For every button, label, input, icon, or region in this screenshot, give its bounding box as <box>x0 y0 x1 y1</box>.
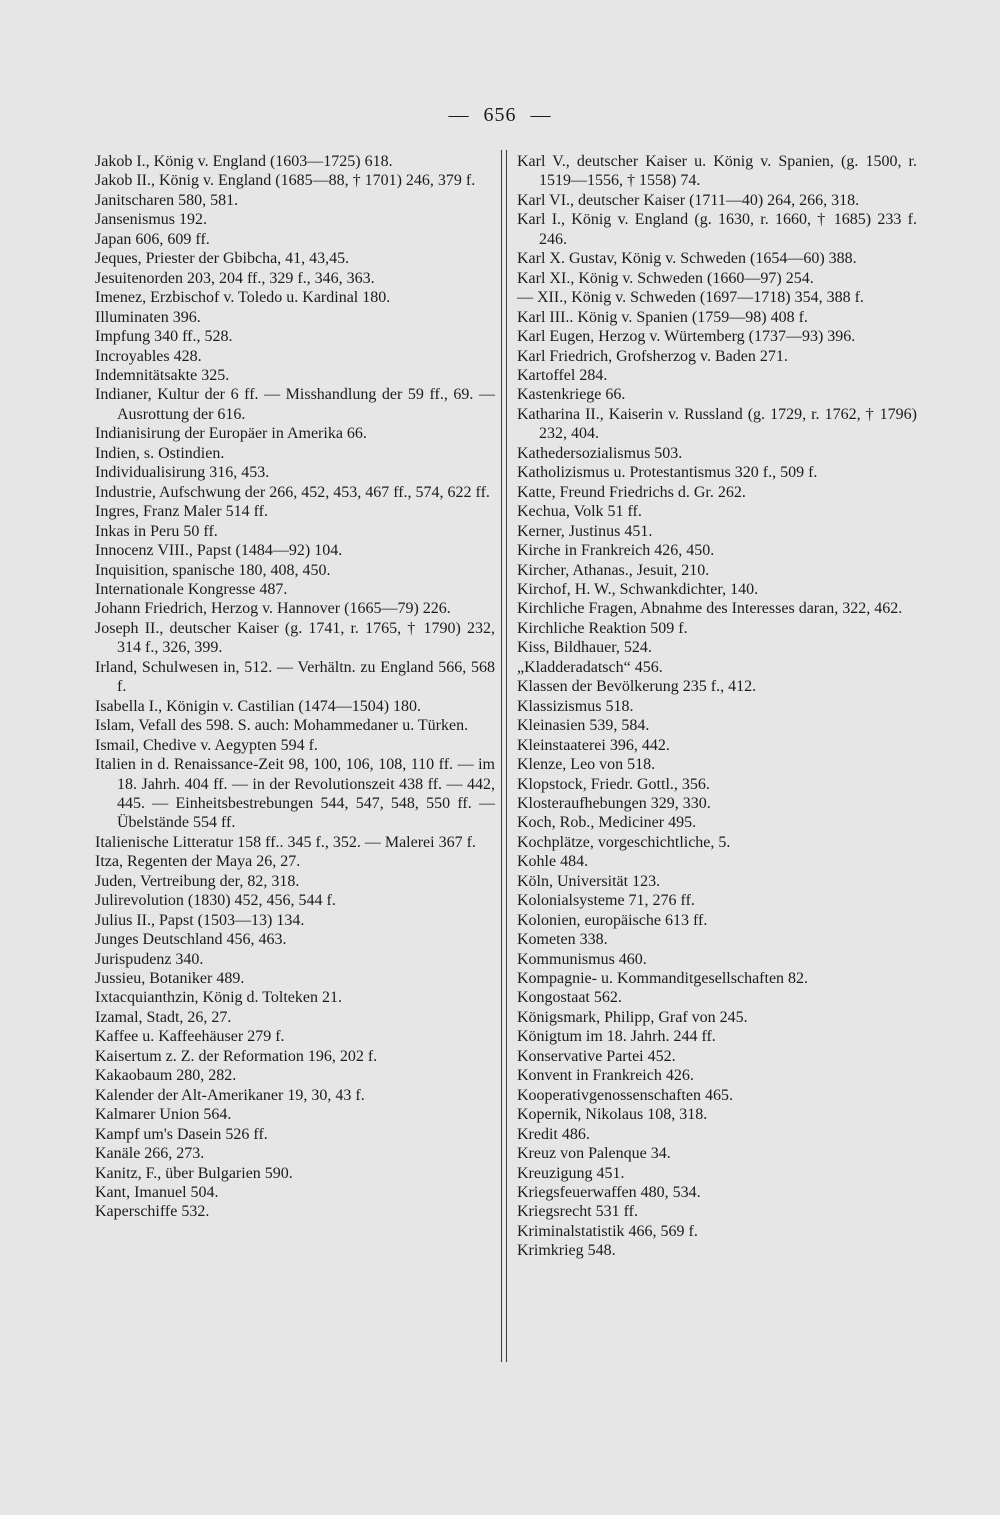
index-entry: Kampf um's Dasein 526 ff. <box>95 1125 268 1143</box>
index-entry: — XII., König v. Schweden (1697—1718) 354, 388 f. <box>517 289 864 307</box>
index-entry: Ixtacquianthzin, König d. Tolteken 21. <box>95 989 342 1007</box>
index-entry: Kalender der Alt-Amerikaner 19, 30, 43 f. <box>95 1086 365 1104</box>
index-entry: Johann Friedrich, Herzog v. Hannover (1665—79) 226. <box>95 600 451 618</box>
index-entry: Innocenz VIII., Papst (1484—92) 104. <box>95 542 343 560</box>
index-entry: Jeques, Priester der Gbibcha, 41, 43,45. <box>95 250 350 268</box>
index-entry: Karl Friedrich, Grofsherzog v. Baden 271. <box>517 347 788 365</box>
index-entry: Kriegsrecht 531 ff. <box>517 1203 638 1221</box>
index-entry: Königtum im 18. Jahrh. 244 ff. <box>517 1028 716 1046</box>
index-entry: Kaisertum z. Z. der Reformation 196, 202 f. <box>95 1047 378 1065</box>
index-entry: Katholizismus u. Protestantismus 320 f., 509 f. <box>517 464 818 482</box>
index-entry: Karl VI., deutscher Kaiser (1711—40) 264, 266, 318. <box>517 191 860 209</box>
index-entry: Irland, Schulwesen in, 512. — Verhältn. zu England 566, 568 f. <box>95 658 495 696</box>
index-entry: Jansenismus 192. <box>95 211 207 229</box>
page-number-header <box>0 104 1000 127</box>
index-entry: Italienische Litteratur 158 ff.. 345 f., 352. — Malerei 367 f. <box>95 833 476 851</box>
index-entry: Klassen der Bevölkerung 235 f., 412. <box>517 678 757 696</box>
index-entry: Karl I., König v. England (g. 1630, r. 1660, † 1685) 233 f. 246. <box>517 211 917 248</box>
index-entry: Kechua, Volk 51 ff. <box>517 503 642 521</box>
index-entry: Konvent in Frankreich 426. <box>517 1067 694 1085</box>
index-entry: Ismail, Chedive v. Aegypten 594 f. <box>95 736 318 754</box>
index-entry: Julius II., Papst (1503—13) 134. <box>95 911 305 929</box>
index-entry: Kircher, Athanas., Jesuit, 210. <box>517 561 710 579</box>
index-entry: Kolonialsysteme 71, 276 ff. <box>517 892 695 910</box>
index-entry: Janitscharen 580, 581. <box>95 191 239 209</box>
column-divider <box>501 150 507 1362</box>
index-entry: Isabella I., Königin v. Castilian (1474—1504) 180. <box>95 697 422 715</box>
index-entry: Kommunismus 460. <box>517 950 647 968</box>
index-entry: Kongostaat 562. <box>517 989 622 1007</box>
index-entry: Kalmarer Union 564. <box>95 1106 232 1124</box>
index-entry: Katte, Freund Friedrichs d. Gr. 262. <box>517 483 746 501</box>
index-entry: Incroyables 428. <box>95 347 202 365</box>
index-entry: Klenze, Leo von 518. <box>517 756 656 774</box>
index-entry: Karl XI., König v. Schweden (1660—97) 254. <box>517 269 814 287</box>
index-entry: Kartoffel 284. <box>517 366 608 384</box>
index-entry: Jurispudenz 340. <box>95 950 204 968</box>
index-entry: Imenez, Erzbischof v. Toledo u. Kardinal 180. <box>95 289 391 307</box>
index-entry: Jesuitenorden 203, 204 ff., 329 f., 346, 363. <box>95 269 375 287</box>
index-entry: Julirevolution (1830) 452, 456, 544 f. <box>95 892 336 910</box>
index-entry: Kooperativgenossenschaften 465. <box>517 1086 733 1104</box>
index-entry: Kirchof, H. W., Schwankdichter, 140. <box>517 580 759 598</box>
index-entry: Ingres, Franz Maler 514 ff. <box>95 503 268 521</box>
index-entry: Kanitz, F., über Bulgarien 590. <box>95 1164 293 1182</box>
index-entry: Itza, Regenten der Maya 26, 27. <box>95 853 301 871</box>
index-entry: Impfung 340 ff., 528. <box>95 328 233 346</box>
index-entry: Kleinasien 539, 584. <box>517 717 650 735</box>
index-entry: Kohle 484. <box>517 853 589 871</box>
index-column-right <box>517 152 917 1261</box>
index-entry: Islam, Vefall des 598. S. auch: Mohammedaner u. Türken. <box>95 717 469 735</box>
index-entry: Inkas in Peru 50 ff. <box>95 522 218 540</box>
index-entry: Krimkrieg 548. <box>517 1242 616 1260</box>
index-entry: Köln, Universität 123. <box>517 872 661 890</box>
index-entry: Kredit 486. <box>517 1125 590 1143</box>
index-entry: Karl V., deutscher Kaiser u. König v. Spanien, (g. 1500, r. 1519—1556, † 1558) 74. <box>517 153 917 190</box>
index-entry: Karl X. Gustav, König v. Schweden (1654—60) 388. <box>517 250 857 268</box>
index-entry: Kirchliche Reaktion 509 f. <box>517 619 688 637</box>
index-entry: „Kladderadatsch“ 456. <box>517 658 663 676</box>
index-entry: Kopernik, Nikolaus 108, 318. <box>517 1106 708 1124</box>
index-entry: Indien, s. Ostindien. <box>95 444 225 462</box>
index-entry: Karl III.. König v. Spanien (1759—98) 408 f. <box>517 308 808 326</box>
header-dash-left: — <box>448 104 470 126</box>
index-entry: Kerner, Justinus 451. <box>517 522 653 540</box>
index-entry: Kreuz von Palenque 34. <box>517 1145 671 1163</box>
index-entry: Kirche in Frankreich 426, 450. <box>517 542 715 560</box>
index-entry: Juden, Vertreibung der, 82, 318. <box>95 872 300 890</box>
index-entry: Karl Eugen, Herzog v. Würtemberg (1737—93) 396. <box>517 328 856 346</box>
index-entry: Italien in d. Renaissance-Zeit 98, 100, 106, 108, 110 ff. — im 18. Jahrh. 404 ff. — in der Revolutionszeit 438 ff. — 442, 445. — Einheitsbestrebungen 544, 547, 548, 550 ff. — Übelstände 554 ff. <box>95 756 495 832</box>
index-entry: Koch, Rob., Mediciner 495. <box>517 814 697 832</box>
index-entry: Industrie, Aufschwung der 266, 452, 453, 467 ff., 574, 622 ff. <box>95 483 490 501</box>
index-entry: Kastenkriege 66. <box>517 386 626 404</box>
index-entry: Kolonien, europäische 613 ff. <box>517 911 708 929</box>
index-entry: Kometen 338. <box>517 931 608 949</box>
index-entry: Kiss, Bildhauer, 524. <box>517 639 652 657</box>
index-entry: Kriminalstatistik 466, 569 f. <box>517 1222 698 1240</box>
index-entry: Junges Deutschland 456, 463. <box>95 931 287 949</box>
index-entry: Kant, Imanuel 504. <box>95 1184 219 1202</box>
index-entry: Konservative Partei 452. <box>517 1047 676 1065</box>
index-entry: Illuminaten 396. <box>95 308 201 326</box>
index-entry: Kaffee u. Kaffeehäuser 279 f. <box>95 1028 285 1046</box>
index-entry: Klassizismus 518. <box>517 697 634 715</box>
page-number: 656 <box>483 104 517 126</box>
index-entry: Kleinstaaterei 396, 442. <box>517 736 670 754</box>
index-column-left <box>95 152 495 1222</box>
index-entry: Kreuzigung 451. <box>517 1164 625 1182</box>
index-entry: Japan 606, 609 ff. <box>95 230 210 248</box>
index-entry: Kriegsfeuerwaffen 480, 534. <box>517 1184 701 1202</box>
index-entry: Königsmark, Philipp, Graf von 245. <box>517 1008 748 1026</box>
index-entry: Inquisition, spanische 180, 408, 450. <box>95 561 331 579</box>
index-entry: Kakaobaum 280, 282. <box>95 1067 237 1085</box>
index-entry: Jakob I., König v. England (1603—1725) 618. <box>95 153 393 170</box>
index-entry: Kirchliche Fragen, Abnahme des Interesses daran, 322, 462. <box>517 600 903 618</box>
index-entry: Internationale Kongresse 487. <box>95 580 288 598</box>
index-entry: Izamal, Stadt, 26, 27. <box>95 1008 232 1026</box>
index-entry: Kochplätze, vorgeschichtliche, 5. <box>517 833 731 851</box>
index-entry: Individualisirung 316, 453. <box>95 464 270 482</box>
index-entry: Jussieu, Botaniker 489. <box>95 970 245 988</box>
index-entry: Katharina II., Kaiserin v. Russland (g. 1729, r. 1762, † 1796) 232, 404. <box>517 405 917 443</box>
index-entry: Joseph II., deutscher Kaiser (g. 1741, r. 1765, † 1790) 232, 314 f., 326, 399. <box>95 619 495 657</box>
index-entry: Indianer, Kultur der 6 ff. — Misshandlung der 59 ff., 69. — Ausrottung der 616. <box>95 386 495 423</box>
index-entry: Indemnitätsakte 325. <box>95 366 230 384</box>
index-entry: Jakob II., König v. England (1685—88, † 1701) 246, 379 f. <box>95 172 476 190</box>
index-entry: Klosteraufhebungen 329, 330. <box>517 794 711 812</box>
index-entry: Kanäle 266, 273. <box>95 1145 205 1163</box>
index-entry: Klopstock, Friedr. Gottl., 356. <box>517 775 710 793</box>
index-entry: Indianisirung der Europäer in Amerika 66. <box>95 425 367 443</box>
index-entry: Kathedersozialismus 503. <box>517 444 683 462</box>
header-dash-right: — <box>530 104 552 126</box>
index-entry: Kompagnie- u. Kommanditgesellschaften 82. <box>517 970 809 988</box>
index-entry: Kaperschiffe 532. <box>95 1203 210 1221</box>
